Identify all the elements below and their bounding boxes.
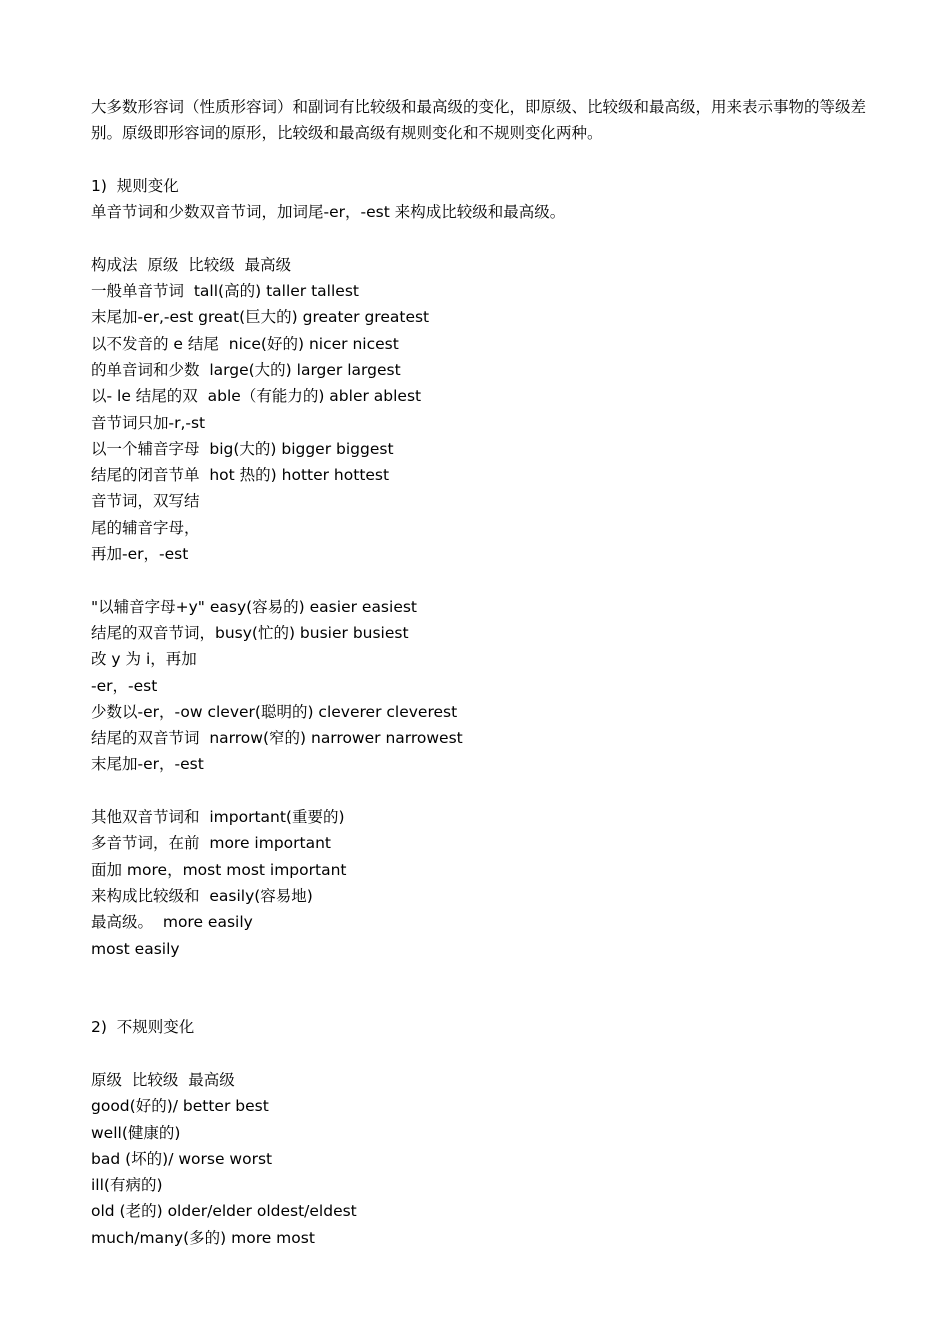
group3-line: 面加 more，most most important: [91, 860, 347, 879]
group2-line: 结尾的双音节词，busy(忙的) busier busiest: [91, 623, 409, 642]
spacer: [91, 778, 866, 804]
group1-line: 音节词，双写结: [91, 492, 200, 511]
spacer: [91, 962, 866, 1015]
section1-description: 单音节词和少数双音节词，加词尾-er，-est 来构成比较级和最高级。: [91, 203, 566, 222]
irregular-row: well(健康的): [91, 1123, 181, 1142]
spacer: [91, 1041, 866, 1067]
group1-line: 再加-er，-est: [91, 545, 189, 564]
section2-table-header: 原级 比较级 最高级: [91, 1070, 235, 1089]
group1-line: 以一个辅音字母 big(大的) bigger biggest: [91, 439, 394, 458]
irregular-row: good(好的)/ better best: [91, 1097, 269, 1116]
section1-heading: 1) 规则变化: [91, 176, 179, 195]
group3-line: 其他双音节词和 important(重要的): [91, 808, 345, 827]
group3-line: 来构成比较级和 easily(容易地): [91, 886, 313, 905]
spacer: [91, 567, 866, 593]
group2-line: 结尾的双音节词 narrow(窄的) narrower narrowest: [91, 729, 463, 748]
irregular-row: bad (坏的)/ worse worst: [91, 1149, 273, 1168]
irregular-row: much/many(多的) more most: [91, 1228, 315, 1247]
group1-line: 尾的辅音字母，: [91, 518, 200, 537]
group1-line: 末尾加-er,-est great(巨大的) greater greatest: [91, 308, 430, 327]
group1-line: 以不发音的 e 结尾 nice(好的) nicer nicest: [91, 334, 399, 353]
group2-line: 改 y 为 i，再加: [91, 650, 197, 669]
section2-heading: 2) 不规则变化: [91, 1018, 195, 1037]
group1-line: 一般单音节词 tall(高的) taller tallest: [91, 282, 359, 301]
irregular-row: ill(有病的): [91, 1176, 163, 1195]
group3-line: most easily: [91, 939, 180, 958]
group2-line: 少数以-er，-ow clever(聪明的) cleverer cleverest: [91, 702, 458, 721]
group1-line: 结尾的闭音节单 hot 热的) hotter hottest: [91, 466, 390, 485]
document-page: [91, 94, 866, 1251]
group3-line: 最高级。 more easily: [91, 913, 253, 932]
group1-line: 的单音词和少数 large(大的) larger largest: [91, 360, 401, 379]
group1-line: 以- le 结尾的双 able（有能力的) abler ablest: [91, 387, 422, 406]
group1-line: 音节词只加-r,-st: [91, 413, 206, 432]
group2-line: "以辅音字母+y" easy(容易的) easier easiest: [91, 597, 418, 616]
spacer: [91, 225, 866, 251]
intro-paragraph: 大多数形容词（性质形容词）和副词有比较级和最高级的变化，即原级、比较级和最高级，用来表示事物的等级差别。原级即形容词的原形，比较级和最高级有规则变化和不规则变化两种。: [91, 98, 867, 143]
spacer: [91, 147, 866, 173]
group2-line: -er，-est: [91, 676, 158, 695]
irregular-row: old (老的) older/elder oldest/eldest: [91, 1202, 357, 1221]
group2-line: 末尾加-er，-est: [91, 755, 204, 774]
section1-table-header: 构成法 原级 比较级 最高级: [91, 255, 292, 274]
group3-line: 多音节词，在前 more important: [91, 834, 332, 853]
